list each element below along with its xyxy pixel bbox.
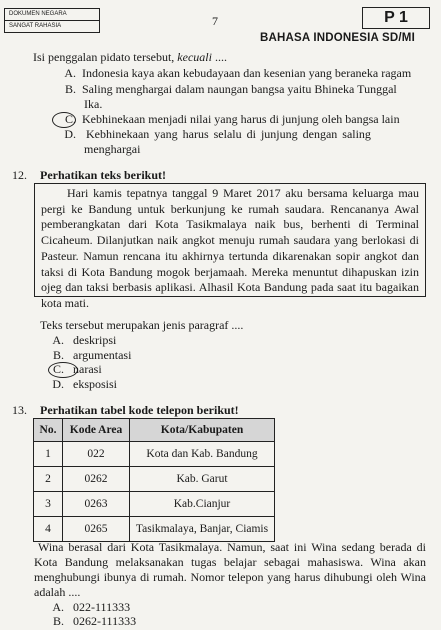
q12-number: 12. <box>12 168 27 182</box>
q12-passage-box <box>34 183 426 310</box>
option-letter: A. <box>52 333 64 347</box>
option-letter: A. <box>52 600 64 614</box>
table-cell: 2 <box>34 467 63 492</box>
q11-option-d[interactable] <box>58 127 371 142</box>
document-classification-box <box>4 8 100 33</box>
option-text: eksposisi <box>73 377 118 391</box>
table-cell: 0262 <box>63 467 130 492</box>
q12-question: Teks tersebut merupakan jenis paragraf .... <box>40 318 244 332</box>
option-text: Kebhinekaan menjadi nilai yang harus di junjung oleh bangsa lain <box>82 112 400 126</box>
subject-title: BAHASA INDONESIA SD/MI <box>260 32 415 44</box>
q13-option-b[interactable] <box>46 614 136 629</box>
q13-number: 13. <box>12 403 27 417</box>
q11-option-a[interactable] <box>58 66 411 81</box>
q13-option-a[interactable] <box>46 600 130 615</box>
table-cell: 1 <box>34 442 63 467</box>
page-number: 7 <box>212 14 218 28</box>
table-row <box>34 442 275 467</box>
table-header-row <box>34 419 275 442</box>
option-text: Indonesia kaya akan kebudayaan dan kesenian yang beraneka ragam <box>82 66 412 80</box>
q11-option-b[interactable] <box>58 82 397 97</box>
q12-option-d[interactable] <box>46 377 117 392</box>
option-text: deskripsi <box>73 333 117 347</box>
classification-line-2: SANGAT RAHASIA <box>9 23 62 29</box>
q11-stem-italic: kecuali <box>177 50 212 64</box>
q11-option-d-cont: menghargai <box>84 142 141 156</box>
table-cell: Tasikmalaya, Banjar, Ciamis <box>130 517 275 542</box>
phone-code-table <box>33 418 275 542</box>
q11-option-c[interactable] <box>58 112 400 127</box>
table-cell: 0265 <box>63 517 130 542</box>
table-cell: Kab.Cianjur <box>130 492 275 517</box>
option-letter: B. <box>64 82 76 96</box>
table-cell: 022 <box>63 442 130 467</box>
option-text: Saling menghargai dalam naungan bangsa yaitu Bhineka Tunggal <box>82 82 397 96</box>
q11-stem <box>33 50 227 65</box>
table-cell: 0263 <box>63 492 130 517</box>
option-text: 022-111333 <box>73 600 131 614</box>
q11-stem-text: Isi penggalan pidato tersebut, <box>33 50 178 64</box>
option-text: Kebhinekaan yang harus selalu di junjung dengan saling <box>86 127 371 141</box>
option-text: narasi <box>73 362 102 376</box>
option-text: 0262-111333 <box>73 614 137 628</box>
q12-option-a[interactable] <box>46 333 116 348</box>
option-letter: D. <box>64 127 76 141</box>
q12-title: Perhatikan teks berikut! <box>40 168 166 182</box>
column-header: Kode Area <box>63 419 130 442</box>
column-header: Kota/Kabupaten <box>130 419 275 442</box>
table-cell: 4 <box>34 517 63 542</box>
q12-passage-text: Hari kamis tepatnya tanggal 9 Maret 2017 aku bersama keluarga mau pergi ke Bandung untuk berkunjung ke rumah saudara. Rencananya Awal pemberangkatan dari Kota Tasikmalaya naik bus, berhenti di Terminal Cicaheum. Dilanjutkan naik angkot menuju rumah saudara yang berlokasi di Pasteur. Namun rencana itu akhirnya tertunda dikarenakan sopir angkot dan taksi di Kota Bandung mogok berjamaah. Mereka menuntut dihapuskan izin ojeg dan taksi berbasis aplikasi. Alhasil Kota Bandung pada saat itu bagaikan kota mati. <box>41 186 419 310</box>
column-header: No. <box>34 419 63 442</box>
table-cell: 3 <box>34 492 63 517</box>
q11-option-b-cont: Ika. <box>84 97 103 111</box>
table-row <box>34 467 275 492</box>
option-letter: A. <box>64 66 76 80</box>
option-text: argumentasi <box>73 348 132 362</box>
option-letter: D. <box>52 377 64 391</box>
q12-option-b[interactable] <box>46 348 131 363</box>
q11-stem-suffix: .... <box>211 50 227 64</box>
option-letter: B. <box>52 614 64 628</box>
table-row <box>34 517 275 542</box>
classification-line-1: DOKUMEN NEGARA <box>5 9 99 21</box>
paket-code: P 1 <box>362 7 430 29</box>
option-letter: B. <box>52 348 64 362</box>
option-letter: C. <box>52 362 64 376</box>
table-row <box>34 492 275 517</box>
table-cell: Kab. Garut <box>130 467 275 492</box>
q13-title: Perhatikan tabel kode telepon berikut! <box>40 403 239 417</box>
q12-option-c[interactable] <box>46 362 102 377</box>
q13-question: Wina berasal dari Kota Tasikmalaya. Namun, saat ini Wina sedang berada di Kota Bandung melaksanakan tugas belajar sebagai mahasiswa. Wina akan menghubungi ibunya di rumah. Nomor telepon yang harus dihubungi oleh Wina adalah .... <box>34 540 426 599</box>
option-letter: C. <box>64 112 76 126</box>
table-cell: Kota dan Kab. Bandung <box>130 442 275 467</box>
